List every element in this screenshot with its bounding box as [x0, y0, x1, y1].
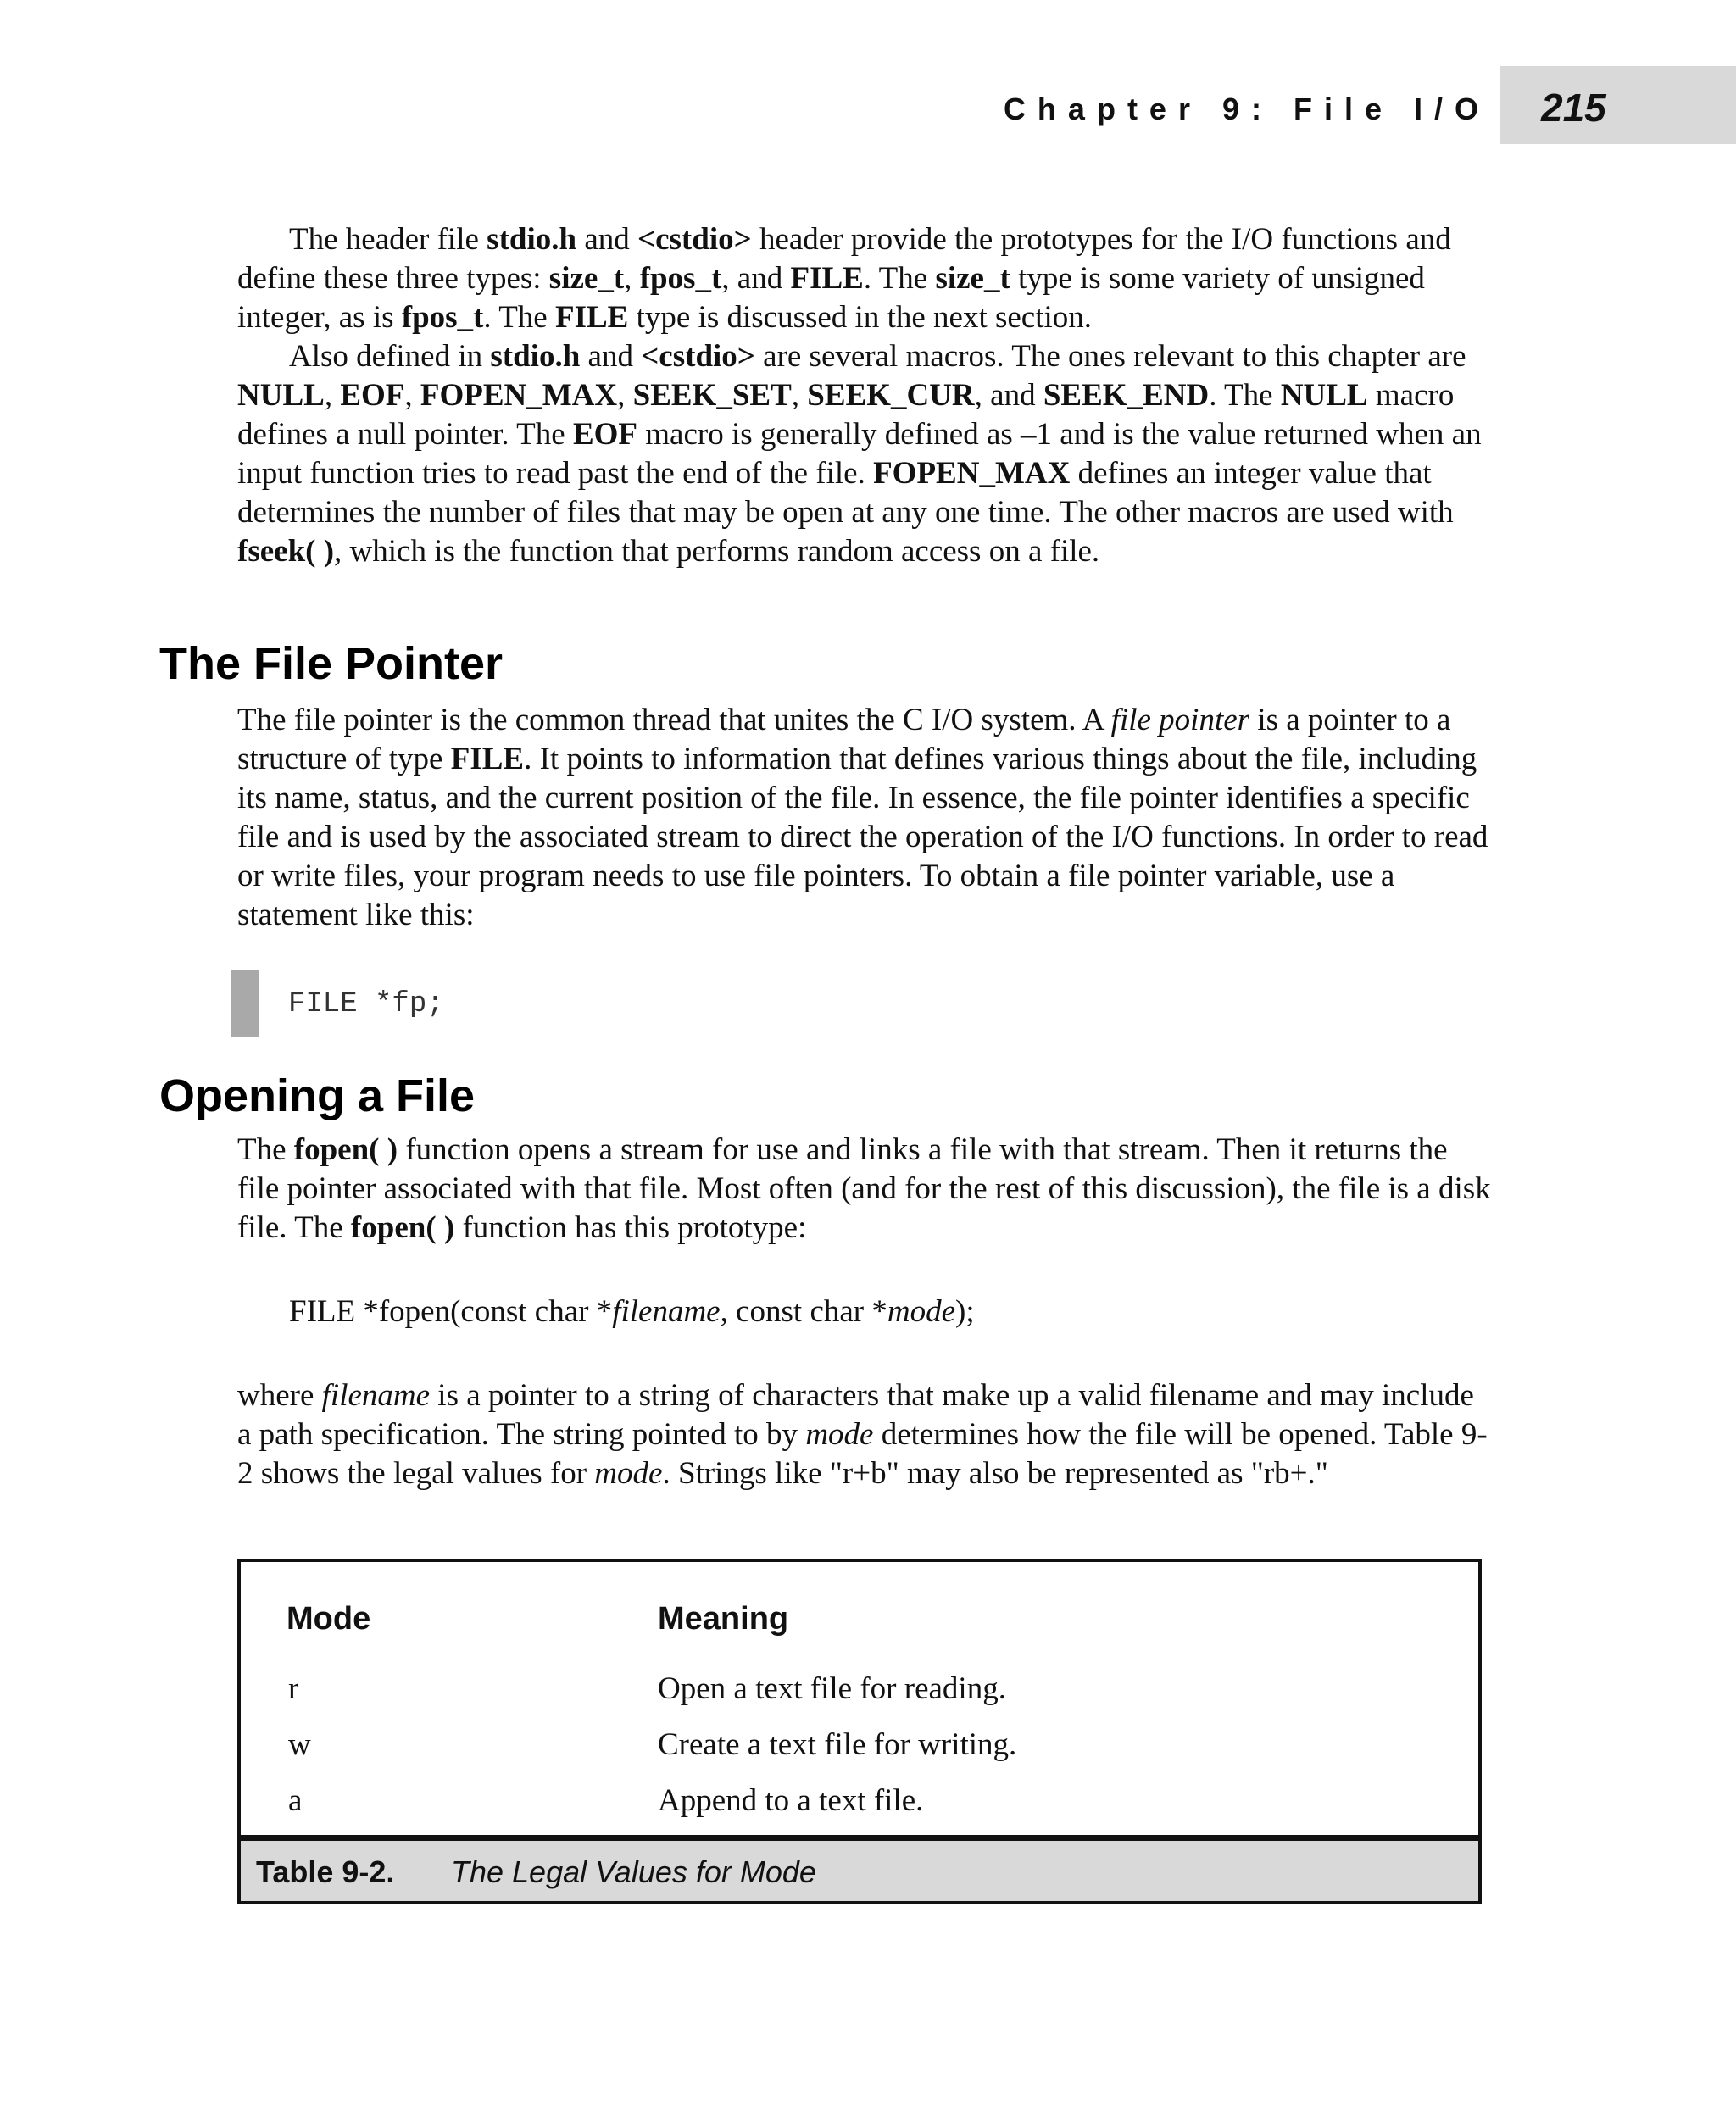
code-bar — [231, 970, 259, 1037]
cell-meaning: Open a text file for reading. — [658, 1671, 1006, 1706]
bold-term: fopen( ) — [350, 1210, 455, 1245]
fopen-prototype: FILE *fopen(const char *filename, const char *mode); — [289, 1294, 975, 1329]
bold-term: <cstdio> — [637, 222, 752, 257]
bold-term: stdio.h — [490, 339, 581, 374]
bold-term: FILE — [554, 300, 629, 335]
bold-term: EOF — [340, 378, 405, 413]
opening-paragraph-1: The fopen( ) function opens a stream for use and links a file with that stream. Then it returns the file pointer associated with that file. Most often (and for the rest of this discussion), the file is a disk file. The fopen( ) function has this prototype: — [237, 1132, 1491, 1245]
bold-term: FILE — [450, 742, 525, 776]
bold-term: size_t — [935, 261, 1010, 296]
table-row — [241, 1726, 1478, 1782]
opening-section-2 — [237, 1376, 1492, 1493]
bold-term: NULL — [1280, 378, 1368, 413]
bold-term: FOPEN_MAX — [420, 378, 618, 413]
cell-mode: w — [288, 1727, 311, 1762]
bold-term: SEEK_CUR — [807, 378, 975, 413]
italic-term: mode — [805, 1417, 874, 1452]
running-head: Chapter 9: File I/O — [1003, 92, 1490, 126]
bold-term: NULL — [237, 378, 325, 413]
italic-term: mode — [887, 1294, 956, 1329]
bold-term: FILE — [790, 261, 864, 296]
cell-mode: a — [288, 1783, 303, 1818]
heading-opening-file: Opening a File — [159, 1070, 476, 1121]
bold-term: fseek( ) — [237, 534, 335, 569]
table-row — [241, 1782, 1478, 1838]
intro-paragraph-2: Also defined in stdio.h and <cstdio> are several macros. The ones relevant to this chapter are NULL, EOF, FOPEN_MAX, SEEK_SET, SEEK_CUR, and SEEK_END. The NULL macro defines a null pointer. The EOF macro is generally defined as –1 and is the value returned when an input function tries to read past the end of the file. FOPEN_MAX defines an integer value that determines the number of files that may be open at any one time. The other macros are used with fseek( ), which is the function that performs random access on a file. — [237, 339, 1482, 569]
caption-title: The Legal Values for Mode — [451, 1854, 816, 1889]
page-number-tab — [1500, 66, 1736, 144]
bold-term: SEEK_SET — [632, 378, 792, 413]
caption-label: Table 9-2. — [256, 1854, 395, 1889]
bold-term: SEEK_END — [1043, 378, 1210, 413]
italic-term: mode — [594, 1456, 663, 1491]
table-caption — [241, 1835, 1478, 1901]
cell-meaning: Create a text file for writing. — [658, 1727, 1017, 1762]
italic-term: filename — [321, 1378, 431, 1413]
heading-file-pointer: The File Pointer — [159, 638, 504, 689]
code-text: FILE *fp; — [288, 988, 444, 1020]
italic-term: filename — [612, 1294, 721, 1329]
cell-meaning: Append to a text file. — [658, 1783, 924, 1818]
bold-term: FOPEN_MAX — [873, 456, 1071, 491]
bold-term: stdio.h — [487, 222, 577, 257]
table-row — [241, 1671, 1478, 1726]
italic-term: file pointer — [1110, 703, 1250, 737]
header-mode: Mode — [287, 1601, 371, 1637]
intro-paragraph-1: The header file stdio.h and <cstdio> header provide the prototypes for the I/O functions and define these three types: size_t, fpos_t, and FILE. The size_t type is some variety of unsigned integer, as is fpos_t. The FILE type is discussed in the next section. — [237, 222, 1451, 335]
page-number: 215 — [1541, 86, 1606, 130]
file-pointer-section — [237, 701, 1492, 935]
bold-term: fopen( ) — [293, 1132, 398, 1167]
bold-term: fpos_t — [639, 261, 722, 296]
cell-mode: r — [288, 1671, 299, 1706]
opening-section — [237, 1131, 1492, 1248]
intro-section — [237, 220, 1492, 571]
code-block — [231, 970, 739, 1037]
header-meaning: Meaning — [658, 1601, 789, 1637]
mode-table — [237, 1559, 1482, 1904]
bold-term: EOF — [572, 417, 638, 452]
bold-term: <cstdio> — [641, 339, 755, 374]
bold-term: fpos_t — [401, 300, 484, 335]
file-pointer-paragraph: The file pointer is the common thread that unites the C I/O system. A file pointer is a pointer to a structure of type FILE. It points to information that defines various things about the file, including its name, status, and the current position of the file. In essence, the file pointer identifies a specific file and is used by the associated stream to direct the operation of the I/O functions. In order to read or write files, your program needs to use file pointers. To obtain a file pointer variable, use a statement like this: — [237, 703, 1488, 932]
opening-paragraph-2: where filename is a pointer to a string of characters that make up a valid filename and may include a path specification. The string pointed to by mode determines how the file will be opened. Table 9-2 shows the legal values for mode. Strings like "r+b" may also be represented as "rb+." — [237, 1378, 1488, 1491]
bold-term: size_t — [548, 261, 625, 296]
